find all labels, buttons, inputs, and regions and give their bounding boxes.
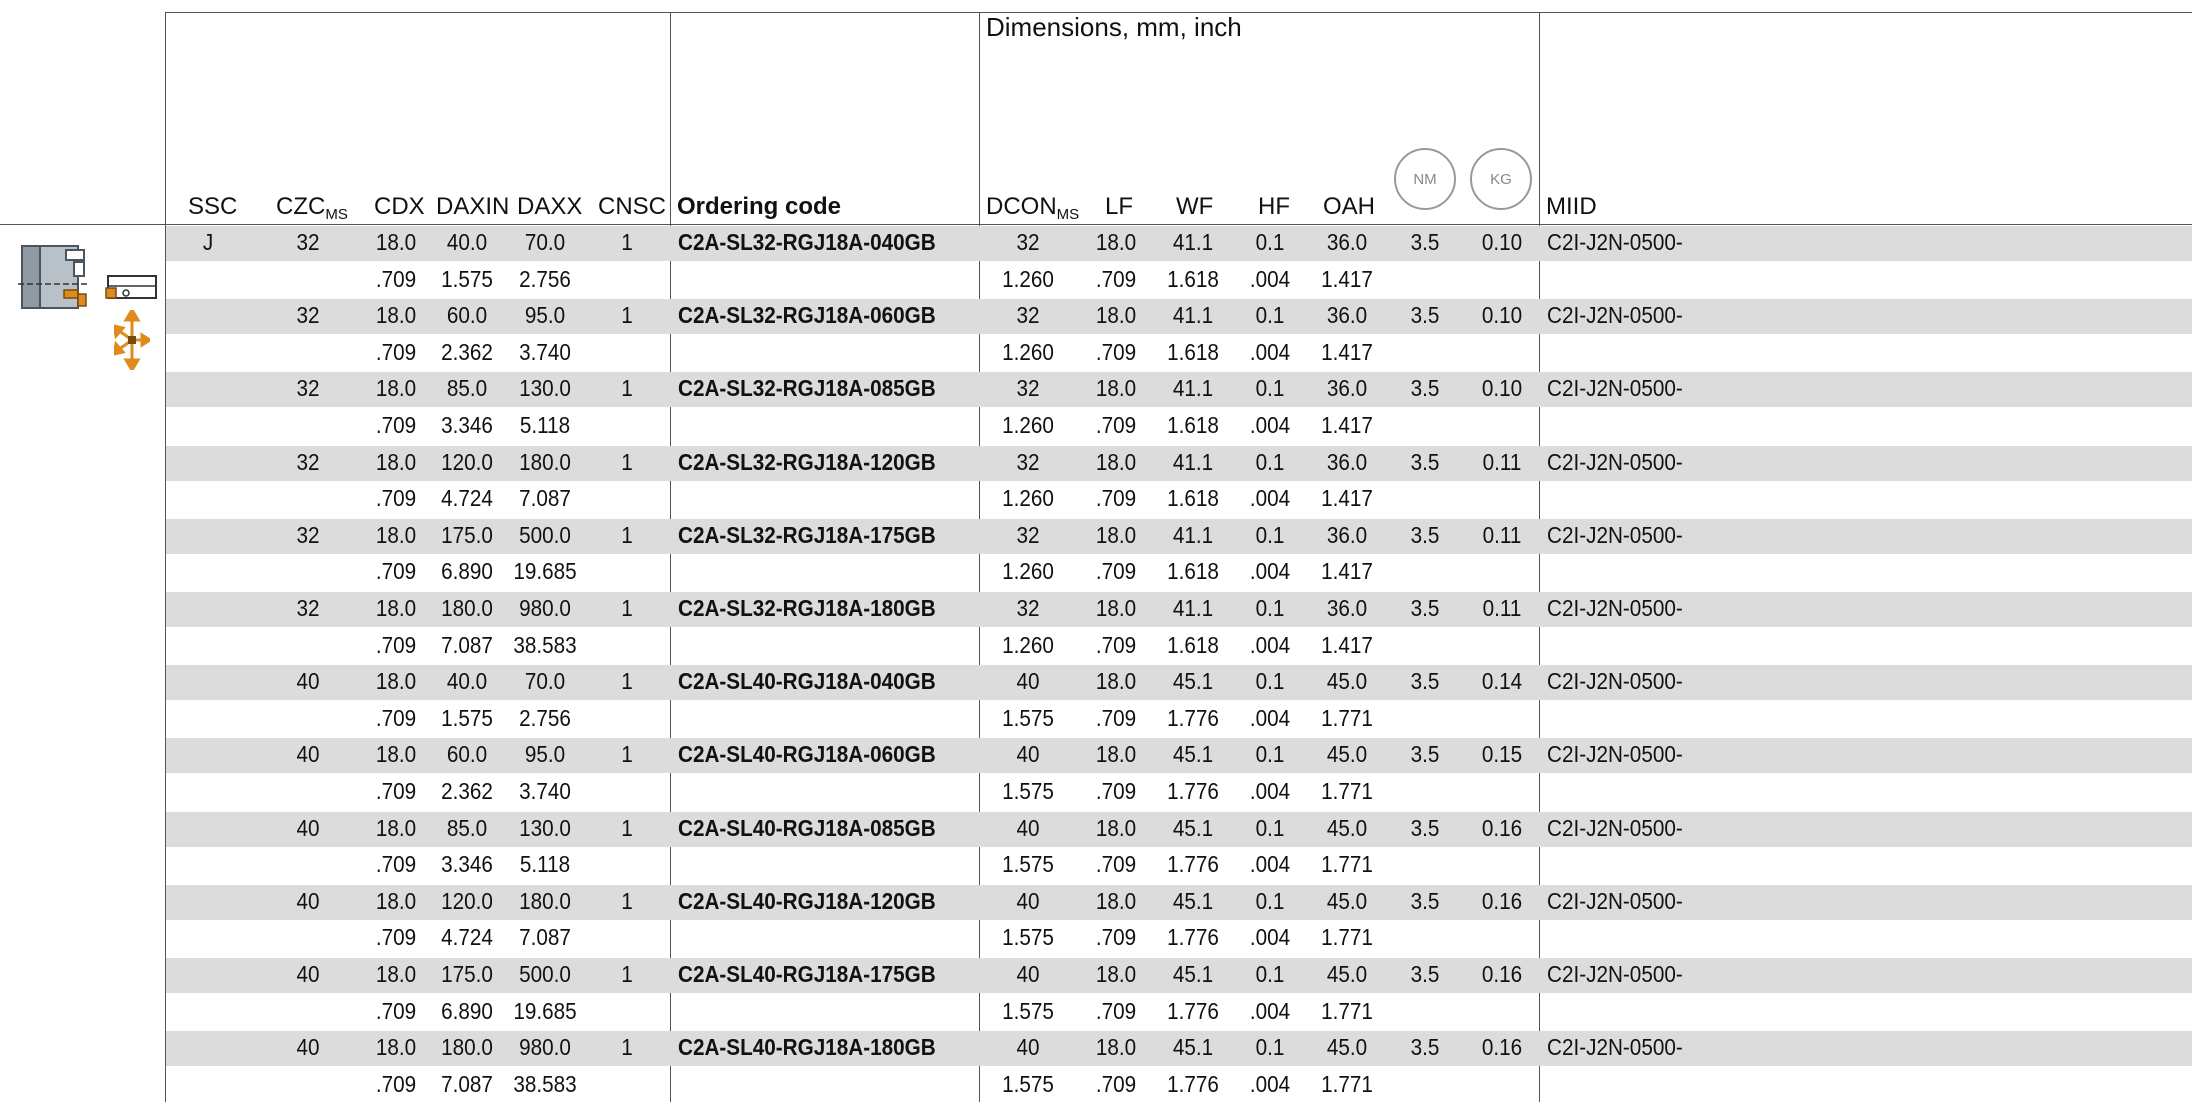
cell-miid: C2I-J2N-0500- bbox=[1547, 814, 1683, 841]
cell-code: C2A-SL32-RGJ18A-180GB bbox=[678, 595, 936, 621]
cell-nm: 3.5 bbox=[1410, 448, 1440, 475]
cell-daxx-in: 38.583 bbox=[513, 1070, 577, 1097]
cell-hf: 0.1 bbox=[1255, 814, 1285, 841]
cell-hf: 0.1 bbox=[1255, 961, 1285, 987]
cell-hf: 0.1 bbox=[1255, 521, 1285, 548]
cell-code: C2A-SL40-RGJ18A-120GB bbox=[678, 887, 936, 914]
cell-lf: 18.0 bbox=[1095, 887, 1137, 914]
cell-dcon: 32 bbox=[1016, 521, 1040, 548]
cell-hf: 0.1 bbox=[1255, 302, 1285, 329]
cell-daxin: 180.0 bbox=[441, 1034, 493, 1061]
cell-cdx: 18.0 bbox=[375, 1034, 417, 1061]
cell-cnsc: 1 bbox=[621, 375, 633, 402]
cell-wf-in: 1.776 bbox=[1167, 997, 1219, 1024]
cell-czc: 40 bbox=[296, 961, 320, 987]
cell-dcon-in: 1.575 bbox=[1002, 851, 1054, 878]
cell-daxx: 70.0 bbox=[524, 229, 566, 255]
cell-dcon-in: 1.260 bbox=[1002, 265, 1054, 292]
cell-czc: 40 bbox=[296, 1034, 320, 1061]
cell-wf-in: 1.776 bbox=[1167, 924, 1219, 951]
cell-nm: 3.5 bbox=[1410, 1034, 1440, 1061]
cell-oah-in: 1.771 bbox=[1321, 704, 1373, 731]
cell-cdx-in: .709 bbox=[375, 1070, 417, 1097]
cell-daxin: 85.0 bbox=[446, 375, 488, 402]
cell-nm: 3.5 bbox=[1410, 668, 1440, 695]
cell-daxin-in: 2.362 bbox=[441, 338, 493, 365]
cell-oah: 36.0 bbox=[1326, 375, 1368, 402]
cell-wf-in: 1.618 bbox=[1167, 485, 1219, 512]
col-hf-label: HF bbox=[1258, 193, 1290, 220]
cell-dcon-in: 1.260 bbox=[1002, 631, 1054, 658]
cell-dcon: 40 bbox=[1016, 668, 1040, 695]
cell-wf: 41.1 bbox=[1172, 375, 1214, 402]
cell-daxx-in: 38.583 bbox=[513, 631, 577, 658]
cell-oah: 36.0 bbox=[1326, 595, 1368, 621]
cell-nm: 3.5 bbox=[1410, 741, 1440, 768]
cell-hf-in: .004 bbox=[1249, 558, 1291, 585]
col-kg-label: KG bbox=[1490, 170, 1512, 188]
cell-cdx-in: .709 bbox=[375, 997, 417, 1024]
cell-kg: 0.10 bbox=[1481, 302, 1523, 329]
cell-wf: 45.1 bbox=[1172, 668, 1214, 695]
cell-dcon-in: 1.575 bbox=[1002, 997, 1054, 1024]
cell-cdx-in: .709 bbox=[375, 778, 417, 804]
cell-oah-in: 1.771 bbox=[1321, 851, 1373, 878]
cell-nm: 3.5 bbox=[1410, 375, 1440, 402]
cell-lf-in: .709 bbox=[1095, 412, 1137, 438]
cell-dcon: 32 bbox=[1016, 448, 1040, 475]
cell-dcon: 40 bbox=[1016, 741, 1040, 768]
cell-lf: 18.0 bbox=[1095, 1034, 1137, 1061]
cell-kg: 0.11 bbox=[1482, 448, 1522, 475]
cell-oah: 45.0 bbox=[1326, 814, 1368, 841]
cell-lf-in: .709 bbox=[1095, 851, 1137, 878]
cell-czc: 32 bbox=[296, 375, 320, 402]
cell-cdx-in: .709 bbox=[375, 485, 417, 512]
cell-wf: 41.1 bbox=[1172, 521, 1214, 548]
cell-lf-in: .709 bbox=[1095, 485, 1137, 512]
cell-cdx: 18.0 bbox=[375, 448, 417, 475]
col-oah-label: OAH bbox=[1323, 193, 1376, 220]
cell-oah-in: 1.417 bbox=[1321, 558, 1373, 585]
cell-daxin-in: 2.362 bbox=[441, 778, 493, 804]
cell-dcon: 40 bbox=[1016, 887, 1040, 914]
cell-cnsc: 1 bbox=[621, 814, 633, 841]
col-wf-label: WF bbox=[1176, 193, 1214, 220]
cell-daxin: 60.0 bbox=[446, 302, 488, 329]
cell-wf: 45.1 bbox=[1172, 961, 1214, 987]
cell-hf-in: .004 bbox=[1249, 851, 1291, 878]
cell-cdx: 18.0 bbox=[375, 595, 417, 621]
cell-hf-in: .004 bbox=[1249, 485, 1291, 512]
cell-kg: 0.11 bbox=[1482, 521, 1522, 548]
cell-cdx: 18.0 bbox=[375, 741, 417, 768]
cell-wf: 41.1 bbox=[1172, 448, 1214, 475]
col-miid-label: MIID bbox=[1546, 193, 1597, 220]
cell-cnsc: 1 bbox=[621, 521, 633, 548]
cell-cdx: 18.0 bbox=[375, 521, 417, 548]
cell-daxin-in: 3.346 bbox=[441, 412, 493, 438]
cell-dcon-in: 1.575 bbox=[1002, 924, 1054, 951]
cell-daxx: 70.0 bbox=[524, 668, 566, 695]
cell-daxx-in: 2.756 bbox=[519, 265, 571, 292]
cell-nm: 3.5 bbox=[1410, 595, 1440, 621]
cell-hf-in: .004 bbox=[1249, 924, 1291, 951]
cell-daxx: 95.0 bbox=[524, 302, 566, 329]
cell-oah-in: 1.771 bbox=[1321, 778, 1373, 804]
cell-daxx: 980.0 bbox=[519, 595, 571, 621]
cell-dcon: 32 bbox=[1016, 595, 1040, 621]
cell-kg: 0.16 bbox=[1481, 1034, 1523, 1061]
cell-wf: 41.1 bbox=[1172, 302, 1214, 329]
cell-code: C2A-SL32-RGJ18A-060GB bbox=[678, 302, 936, 329]
cell-hf: 0.1 bbox=[1255, 375, 1285, 402]
col-dcon-label: DCON bbox=[986, 193, 1057, 220]
cell-daxin-in: 6.890 bbox=[441, 997, 493, 1024]
cell-hf: 0.1 bbox=[1255, 741, 1285, 768]
cell-dcon: 32 bbox=[1016, 229, 1040, 255]
cell-daxin: 60.0 bbox=[446, 741, 488, 768]
cell-oah: 36.0 bbox=[1326, 302, 1368, 329]
cell-hf-in: .004 bbox=[1249, 631, 1291, 658]
cell-kg: 0.10 bbox=[1481, 375, 1523, 402]
cell-daxx: 180.0 bbox=[519, 448, 571, 475]
cell-dcon-in: 1.260 bbox=[1002, 485, 1054, 512]
cell-cdx: 18.0 bbox=[375, 887, 417, 914]
dimensions-group-title: Dimensions, mm, inch bbox=[986, 12, 1242, 42]
cell-dcon: 40 bbox=[1016, 1034, 1040, 1061]
cell-cnsc: 1 bbox=[621, 302, 633, 329]
cell-nm: 3.5 bbox=[1410, 814, 1440, 841]
cell-code: C2A-SL40-RGJ18A-175GB bbox=[678, 961, 936, 987]
cell-cdx: 18.0 bbox=[375, 814, 417, 841]
cell-code: C2A-SL32-RGJ18A-120GB bbox=[678, 448, 936, 475]
cell-daxin: 175.0 bbox=[441, 961, 493, 987]
cell-oah-in: 1.771 bbox=[1321, 924, 1373, 951]
cell-czc: 32 bbox=[296, 302, 320, 329]
cell-nm: 3.5 bbox=[1410, 961, 1440, 987]
cell-dcon: 40 bbox=[1016, 961, 1040, 987]
cell-dcon-in: 1.575 bbox=[1002, 1070, 1054, 1097]
cell-wf-in: 1.776 bbox=[1167, 851, 1219, 878]
cell-cnsc: 1 bbox=[621, 961, 633, 987]
cell-daxin-in: 1.575 bbox=[441, 704, 493, 731]
cell-czc: 40 bbox=[296, 814, 320, 841]
cell-daxx-in: 5.118 bbox=[519, 851, 571, 878]
cell-wf: 45.1 bbox=[1172, 1034, 1214, 1061]
cell-kg: 0.14 bbox=[1481, 668, 1523, 695]
col-lf-label: LF bbox=[1105, 193, 1134, 220]
cell-daxx: 95.0 bbox=[524, 741, 566, 768]
cell-czc: 40 bbox=[296, 741, 320, 768]
col-czc-sub: MS bbox=[325, 206, 348, 223]
cell-daxin-in: 4.724 bbox=[441, 924, 493, 951]
cell-lf-in: .709 bbox=[1095, 778, 1137, 804]
col-daxx-label: DAXX bbox=[517, 193, 583, 220]
cell-czc: 32 bbox=[296, 448, 320, 475]
cell-hf: 0.1 bbox=[1255, 1034, 1285, 1061]
cell-cnsc: 1 bbox=[621, 741, 633, 768]
cell-czc: 32 bbox=[296, 229, 320, 255]
cell-lf: 18.0 bbox=[1095, 814, 1137, 841]
cell-cnsc: 1 bbox=[621, 668, 633, 695]
cell-lf: 18.0 bbox=[1095, 741, 1137, 768]
cell-kg: 0.10 bbox=[1481, 229, 1523, 255]
cell-cdx-in: .709 bbox=[375, 412, 417, 438]
cell-lf-in: .709 bbox=[1095, 338, 1137, 365]
cell-lf-in: .709 bbox=[1095, 558, 1137, 585]
cell-lf: 18.0 bbox=[1095, 448, 1137, 475]
cell-daxx-in: 3.740 bbox=[519, 778, 571, 804]
cell-cdx-in: .709 bbox=[375, 265, 417, 292]
cell-cdx-in: .709 bbox=[375, 558, 417, 585]
cell-daxx-in: 7.087 bbox=[519, 924, 571, 951]
cell-cdx: 18.0 bbox=[375, 229, 417, 255]
cell-daxin-in: 6.890 bbox=[441, 558, 493, 585]
cell-nm: 3.5 bbox=[1410, 521, 1440, 548]
cell-code: C2A-SL40-RGJ18A-180GB bbox=[678, 1034, 936, 1061]
cell-wf-in: 1.618 bbox=[1167, 631, 1219, 658]
cell-dcon-in: 1.260 bbox=[1002, 412, 1054, 438]
cell-dcon-in: 1.575 bbox=[1002, 704, 1054, 731]
cell-oah-in: 1.417 bbox=[1321, 265, 1373, 292]
cell-wf-in: 1.776 bbox=[1167, 704, 1219, 731]
cell-oah: 45.0 bbox=[1326, 741, 1368, 768]
cell-wf-in: 1.618 bbox=[1167, 338, 1219, 365]
cell-ssc: J bbox=[202, 229, 214, 255]
cell-dcon-in: 1.260 bbox=[1002, 558, 1054, 585]
cell-code: C2A-SL40-RGJ18A-085GB bbox=[678, 814, 936, 841]
cell-oah-in: 1.417 bbox=[1321, 412, 1373, 438]
cell-miid: C2I-J2N-0500- bbox=[1547, 961, 1683, 987]
cell-lf-in: .709 bbox=[1095, 265, 1137, 292]
cell-lf: 18.0 bbox=[1095, 595, 1137, 621]
cell-wf: 45.1 bbox=[1172, 887, 1214, 914]
cell-oah-in: 1.771 bbox=[1321, 997, 1373, 1024]
col-daxin-label: DAXIN bbox=[436, 193, 510, 220]
cell-daxin: 40.0 bbox=[446, 668, 488, 695]
cell-code: C2A-SL40-RGJ18A-040GB bbox=[678, 668, 936, 695]
cell-wf: 45.1 bbox=[1172, 741, 1214, 768]
cell-nm: 3.5 bbox=[1410, 887, 1440, 914]
cell-miid: C2I-J2N-0500- bbox=[1547, 302, 1683, 329]
cell-dcon-in: 1.260 bbox=[1002, 338, 1054, 365]
cell-daxin-in: 7.087 bbox=[441, 631, 493, 658]
cell-cdx: 18.0 bbox=[375, 668, 417, 695]
cell-daxx: 180.0 bbox=[519, 887, 571, 914]
cell-wf-in: 1.618 bbox=[1167, 558, 1219, 585]
cell-kg: 0.15 bbox=[1481, 741, 1523, 768]
col-nm-label: NM bbox=[1413, 170, 1437, 188]
cell-lf: 18.0 bbox=[1095, 375, 1137, 402]
cell-code: C2A-SL40-RGJ18A-060GB bbox=[678, 741, 936, 768]
cell-code: C2A-SL32-RGJ18A-040GB bbox=[678, 229, 936, 255]
cell-wf: 41.1 bbox=[1172, 595, 1214, 621]
col-cdx-label: CDX bbox=[374, 193, 425, 220]
cell-lf: 18.0 bbox=[1095, 302, 1137, 329]
cell-daxin: 40.0 bbox=[446, 229, 488, 255]
cell-daxin-in: 7.087 bbox=[441, 1070, 493, 1097]
cell-daxin-in: 4.724 bbox=[441, 485, 493, 512]
col-cnsc-label: CNSC bbox=[598, 193, 667, 220]
cell-daxx: 130.0 bbox=[519, 814, 571, 841]
cell-cdx: 18.0 bbox=[375, 375, 417, 402]
cell-daxx: 500.0 bbox=[519, 521, 571, 548]
cell-wf: 45.1 bbox=[1172, 814, 1214, 841]
cell-lf-in: .709 bbox=[1095, 997, 1137, 1024]
cell-hf: 0.1 bbox=[1255, 668, 1285, 695]
cell-wf-in: 1.618 bbox=[1167, 412, 1219, 438]
cell-miid: C2I-J2N-0500- bbox=[1547, 741, 1683, 768]
cell-czc: 40 bbox=[296, 668, 320, 695]
col-dcon-sub: MS bbox=[1056, 206, 1080, 223]
cell-lf-in: .709 bbox=[1095, 704, 1137, 731]
cell-cdx-in: .709 bbox=[375, 704, 417, 731]
cell-daxin: 120.0 bbox=[441, 448, 493, 475]
cell-daxin-in: 1.575 bbox=[441, 265, 493, 292]
cell-hf-in: .004 bbox=[1249, 338, 1291, 365]
cell-hf-in: .004 bbox=[1249, 265, 1291, 292]
cell-hf: 0.1 bbox=[1255, 887, 1285, 914]
cell-miid: C2I-J2N-0500- bbox=[1547, 448, 1683, 475]
cell-daxx-in: 19.685 bbox=[513, 558, 577, 585]
cell-miid: C2I-J2N-0500- bbox=[1547, 1034, 1683, 1061]
col-code-label: Ordering code bbox=[677, 193, 842, 220]
cell-daxx: 130.0 bbox=[519, 375, 571, 402]
col-ssc-label: SSC bbox=[188, 193, 238, 220]
cell-code: C2A-SL32-RGJ18A-085GB bbox=[678, 375, 936, 402]
cell-czc: 32 bbox=[296, 521, 320, 548]
cell-daxx: 500.0 bbox=[519, 961, 571, 987]
cell-hf: 0.1 bbox=[1255, 595, 1285, 621]
cell-daxin: 180.0 bbox=[441, 595, 493, 621]
cell-miid: C2I-J2N-0500- bbox=[1547, 229, 1683, 255]
cell-dcon: 32 bbox=[1016, 302, 1040, 329]
cell-cdx-in: .709 bbox=[375, 631, 417, 658]
cell-oah: 45.0 bbox=[1326, 961, 1368, 987]
cell-miid: C2I-J2N-0500- bbox=[1547, 375, 1683, 402]
cell-lf: 18.0 bbox=[1095, 521, 1137, 548]
cell-kg: 0.16 bbox=[1481, 887, 1523, 914]
cell-lf: 18.0 bbox=[1095, 668, 1137, 695]
cell-oah: 45.0 bbox=[1326, 887, 1368, 914]
cell-oah: 45.0 bbox=[1326, 1034, 1368, 1061]
cell-wf-in: 1.776 bbox=[1167, 1070, 1219, 1097]
cell-daxx: 980.0 bbox=[519, 1034, 571, 1061]
cell-daxx-in: 3.740 bbox=[519, 338, 571, 365]
cell-hf: 0.1 bbox=[1255, 448, 1285, 475]
cell-lf-in: .709 bbox=[1095, 1070, 1137, 1097]
cell-dcon-in: 1.575 bbox=[1002, 778, 1054, 804]
cell-oah-in: 1.417 bbox=[1321, 485, 1373, 512]
cell-hf-in: .004 bbox=[1249, 1070, 1291, 1097]
cell-daxin: 85.0 bbox=[446, 814, 488, 841]
cell-lf-in: .709 bbox=[1095, 631, 1137, 658]
cell-czc: 40 bbox=[296, 887, 320, 914]
cell-daxin: 120.0 bbox=[441, 887, 493, 914]
cell-daxx-in: 19.685 bbox=[513, 997, 577, 1024]
cell-cdx-in: .709 bbox=[375, 851, 417, 878]
cell-cdx: 18.0 bbox=[375, 961, 417, 987]
cell-wf-in: 1.618 bbox=[1167, 265, 1219, 292]
cell-czc: 32 bbox=[296, 595, 320, 621]
cell-oah: 36.0 bbox=[1326, 521, 1368, 548]
cell-daxin-in: 3.346 bbox=[441, 851, 493, 878]
cell-hf-in: .004 bbox=[1249, 412, 1291, 438]
cell-oah-in: 1.417 bbox=[1321, 631, 1373, 658]
cell-nm: 3.5 bbox=[1410, 302, 1440, 329]
cell-oah-in: 1.771 bbox=[1321, 1070, 1373, 1097]
cell-nm: 3.5 bbox=[1410, 229, 1440, 255]
cell-miid: C2I-J2N-0500- bbox=[1547, 668, 1683, 695]
cell-cnsc: 1 bbox=[621, 448, 633, 475]
cell-daxx-in: 7.087 bbox=[519, 485, 571, 512]
cell-miid: C2I-J2N-0500- bbox=[1547, 595, 1683, 621]
cell-kg: 0.16 bbox=[1481, 961, 1523, 987]
cell-kg: 0.16 bbox=[1481, 814, 1523, 841]
cell-oah: 45.0 bbox=[1326, 668, 1368, 695]
cell-miid: C2I-J2N-0500- bbox=[1547, 521, 1683, 548]
cell-lf: 18.0 bbox=[1095, 229, 1137, 255]
cell-cdx: 18.0 bbox=[375, 302, 417, 329]
cell-hf: 0.1 bbox=[1255, 229, 1285, 255]
cell-daxx-in: 2.756 bbox=[519, 704, 571, 731]
cell-daxx-in: 5.118 bbox=[519, 412, 571, 438]
cell-oah: 36.0 bbox=[1326, 448, 1368, 475]
cell-daxin: 175.0 bbox=[441, 521, 493, 548]
cell-hf-in: .004 bbox=[1249, 778, 1291, 804]
cell-cnsc: 1 bbox=[621, 887, 633, 914]
cell-code: C2A-SL32-RGJ18A-175GB bbox=[678, 521, 936, 548]
cell-dcon: 32 bbox=[1016, 375, 1040, 402]
cell-wf: 41.1 bbox=[1172, 229, 1214, 255]
cell-lf: 18.0 bbox=[1095, 961, 1137, 987]
cell-kg: 0.11 bbox=[1482, 595, 1522, 621]
cell-cdx-in: .709 bbox=[375, 338, 417, 365]
cell-cnsc: 1 bbox=[621, 229, 633, 255]
cell-dcon: 40 bbox=[1016, 814, 1040, 841]
cell-oah: 36.0 bbox=[1326, 229, 1368, 255]
cell-cnsc: 1 bbox=[621, 595, 633, 621]
cell-cnsc: 1 bbox=[621, 1034, 633, 1061]
cell-hf-in: .004 bbox=[1249, 704, 1291, 731]
col-czc-label: CZC bbox=[276, 193, 326, 220]
cell-lf-in: .709 bbox=[1095, 924, 1137, 951]
cell-wf-in: 1.776 bbox=[1167, 778, 1219, 804]
cell-hf-in: .004 bbox=[1249, 997, 1291, 1024]
cell-cdx-in: .709 bbox=[375, 924, 417, 951]
cell-miid: C2I-J2N-0500- bbox=[1547, 887, 1683, 914]
cell-oah-in: 1.417 bbox=[1321, 338, 1373, 365]
